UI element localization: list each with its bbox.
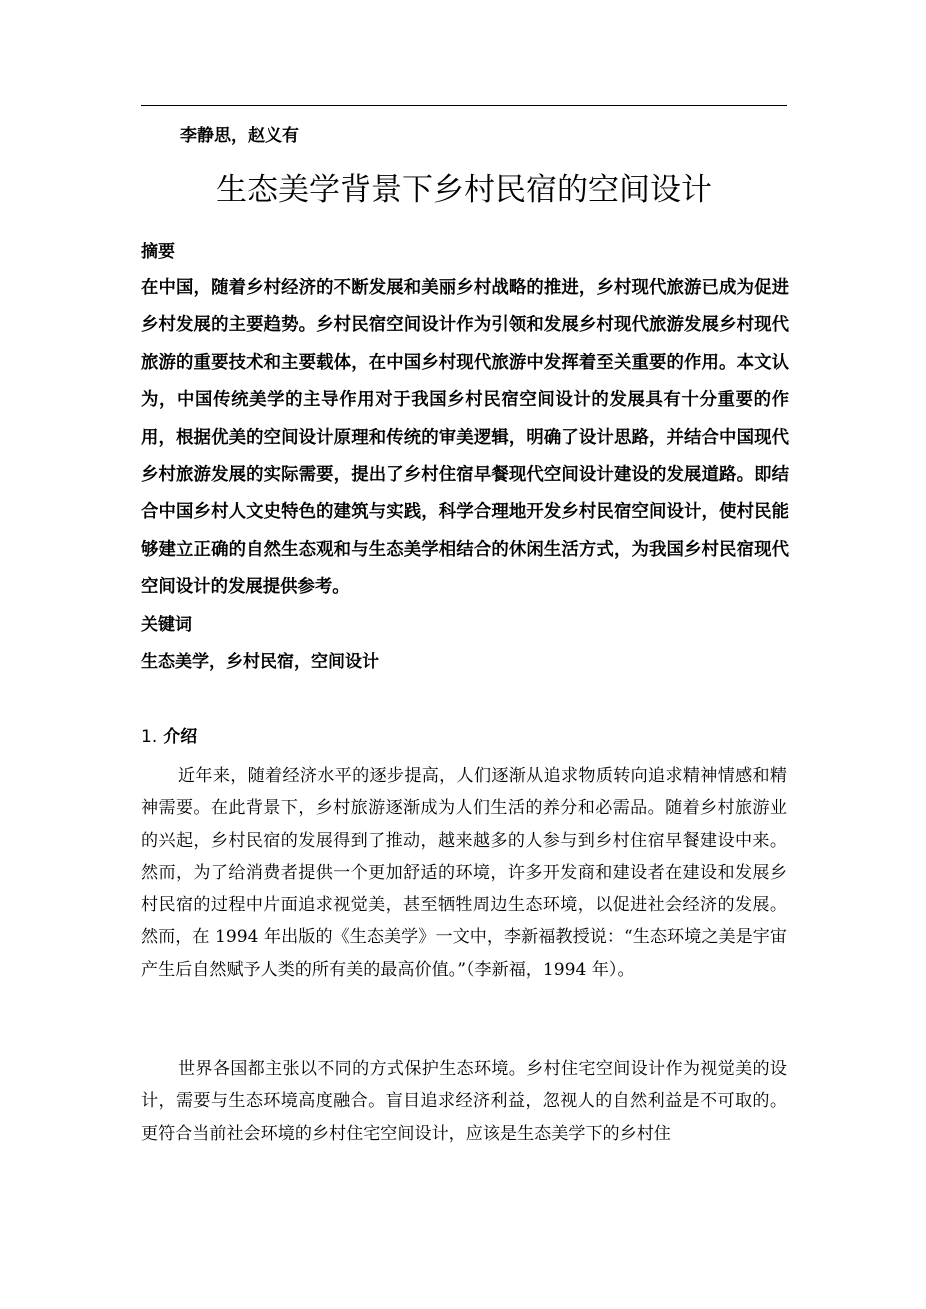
keywords-heading: 关键词	[141, 615, 192, 635]
abstract-heading: 摘要	[141, 242, 175, 262]
abstract-body: 在中国，随着乡村经济的不断发展和美丽乡村战略的推进，乡村现代旅游已成为促进乡村发展的主要趋势。乡村民宿空间设计作为引领和发展乡村现代旅游发展乡村现代旅游的重要技术和主要载体，在中国乡村现代旅游中发挥着至关重要的作用。本文认为，中国传统美学的主导作用对于我国乡村民宿空间设计的发展具有十分重要的作用，根据优美的空间设计原理和传统的审美逻辑，明确了设计思路，并结合中国现代乡村旅游发展的实际需要，提出了乡村住宿早餐现代空间设计建设的发展道路。即结合中国乡村人文史特色的建筑与实践，科学合理地开发乡村民宿空间设计，使村民能够建立正确的自然生态观和与生态美学相结合的休闲生活方式，为我国乡村民宿现代空间设计的发展提供参考。	[141, 278, 789, 598]
section-label: 介绍	[163, 727, 198, 747]
header-rule	[141, 105, 787, 106]
keywords-body: 生态美学，乡村民宿，空间设计	[141, 652, 379, 672]
body-paragraph: 世界各国都主张以不同的方式保护生态环境。乡村住宅空间设计作为视觉美的设计，需要与生态环境高度融合。盲目追求经济利益，忽视人的自然利益是不可取的。更符合当前社会环境的乡村住宅空间设计，应该是生态美学下的乡村住	[141, 1059, 787, 1144]
section-number: 1.	[141, 727, 158, 747]
author-line: 李静思，赵义有	[180, 126, 299, 146]
paper-title: 生态美学背景下乡村民宿的空间设计	[216, 172, 712, 208]
section-heading	[141, 723, 197, 751]
body-paragraph: 近年来，随着经济水平的逐步提高，人们逐渐从追求物质转向追求精神情感和精神需要。在此背景下，乡村旅游逐渐成为人们生活的养分和必需品。随着乡村旅游业的兴起，乡村民宿的发展得到了推动，越来越多的人参与到乡村住宿早餐建设中来。然而，为了给消费者提供一个更加舒适的环境，许多开发商和建设者在建设和发展乡村民宿的过程中片面追求视觉美，甚至牺牲周边生态环境，以促进社会经济的发展。然而，在 1994 年出版的《生态美学》一文中，李新福教授说：“生态环境之美是宇宙产生后自然赋予人类的所有美的最高价值。”（李新福，1994 年）。	[141, 766, 787, 980]
